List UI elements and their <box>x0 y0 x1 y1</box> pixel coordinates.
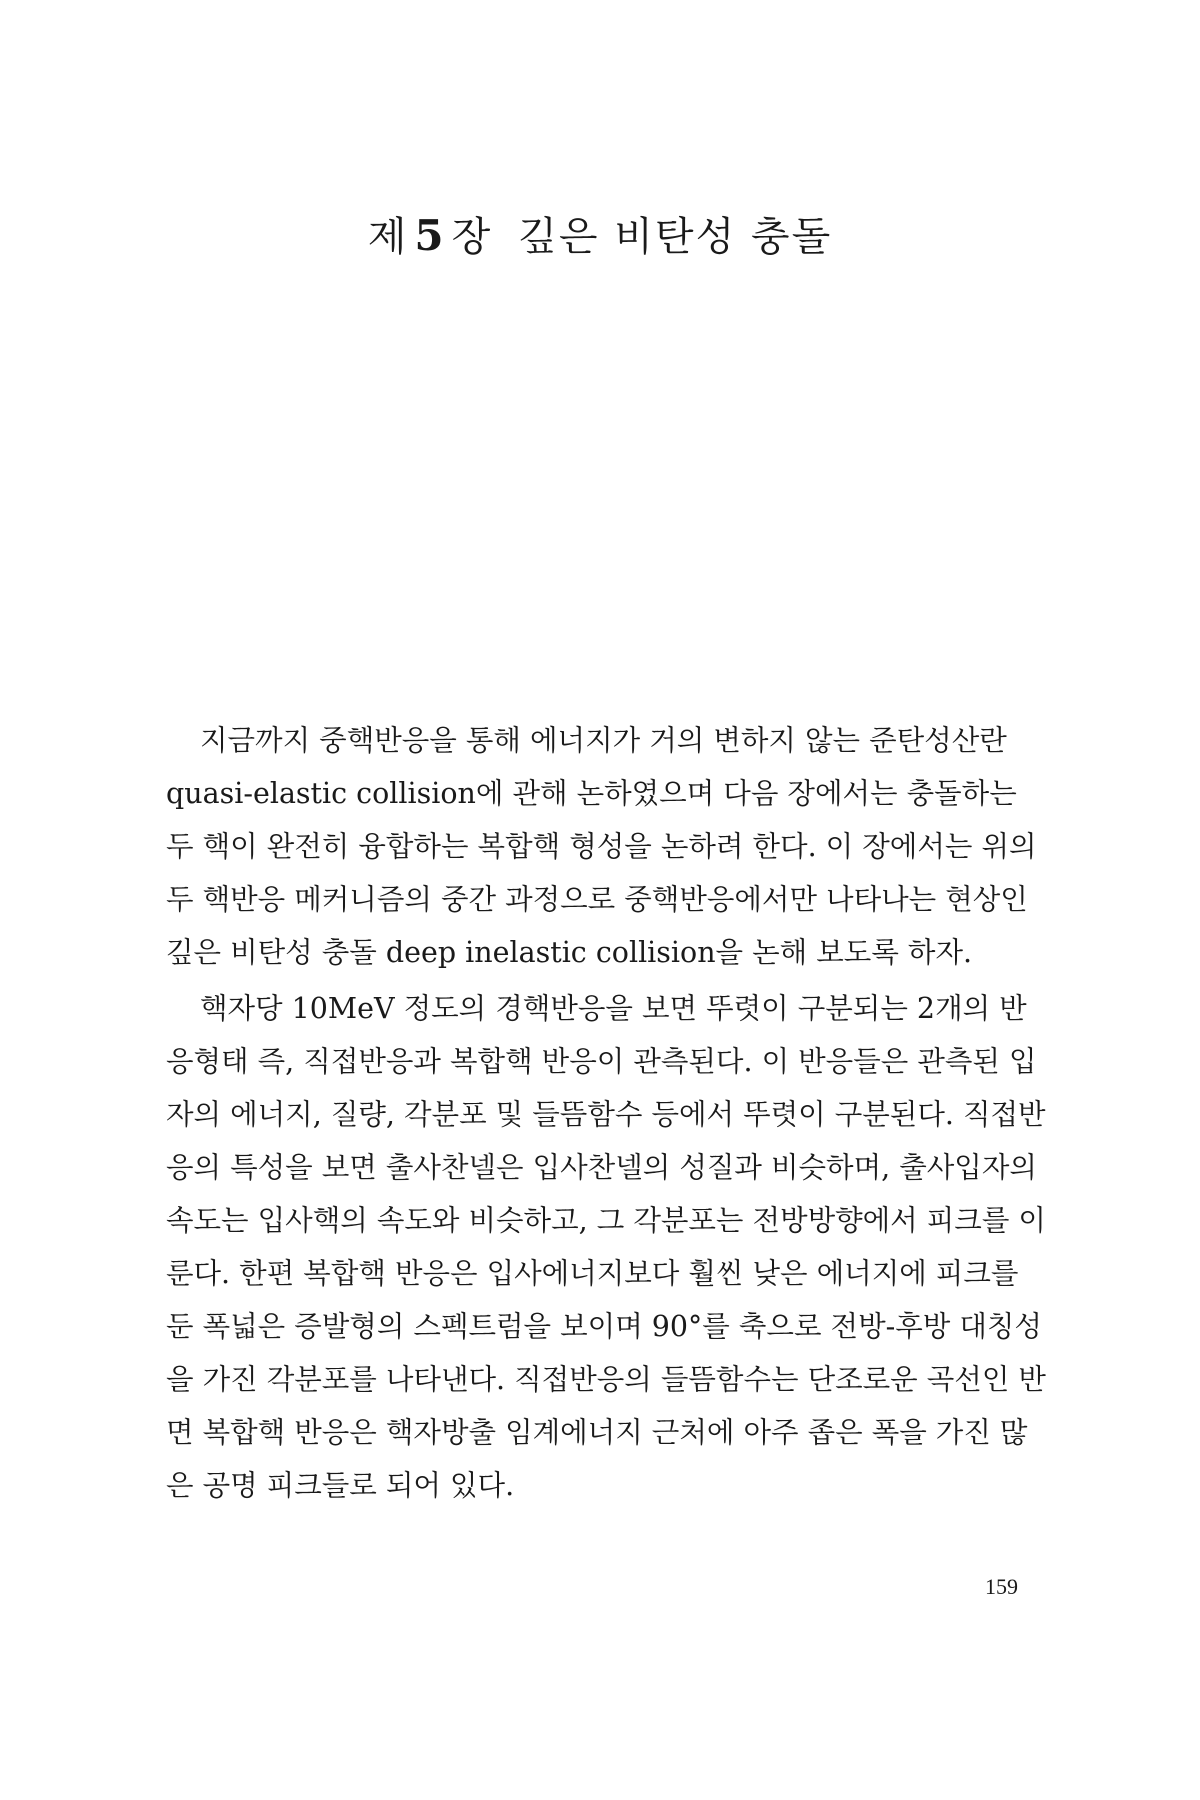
chapter-title <box>0 205 1200 262</box>
body-text <box>166 714 1052 1512</box>
page-number: 159 <box>985 1574 1018 1599</box>
chapter-unit: 장 <box>451 213 493 260</box>
chapter-number: 5 <box>414 210 446 260</box>
paragraph: 핵자당 10MeV 정도의 경핵반응을 보면 뚜렷이 구분되는 2개의 반응형태 즉, 직접반응과 복합핵 반응이 관측된다. 이 반응들은 관측된 입자의 에너지, 질량, 각분포 및 들뜸함수 등에서 뚜렷이 구분된다. 직접반응의 특성을 보면 출사찬넬은 입사찬넬의 성질과 비슷하며, 출사입자의 속도는 입사핵의 속도와 비슷하고, 그 각분포는 전방방향에서 피크를 이룬다. 한편 복합핵 반응은 입사에너지보다 훨씬 낮은 에너지에 피크를 둔 폭넓은 증발형의 스펙트럼을 보이며 90°를 축으로 전방-후방 대칭성을 가진 각분포를 나타낸다. 직접반응의 들뜸함수는 단조로운 곡선인 반면 복합핵 반응은 핵자방출 임계에너지 근처에 아주 좁은 폭을 가진 많은 공명 피크들로 되어 있다. <box>166 992 1046 1502</box>
paragraph: 지금까지 중핵반응을 통해 에너지가 거의 변하지 않는 준탄성산란 quasi-elastic collision에 관해 논하였으며 다음 장에서는 충돌하는 두 핵이 완전히 융합하는 복합핵 형성을 논하려 한다. 이 장에서는 위의 두 핵반응 메커니즘의 중간 과정으로 중핵반응에서만 나타나는 현상인 깊은 비탄성 충돌 deep inelastic collision을 논해 보도록 하자. <box>166 724 1037 969</box>
chapter-title-text: 깊은 비탄성 충돌 <box>518 213 833 260</box>
chapter-prefix: 제 <box>367 213 409 260</box>
